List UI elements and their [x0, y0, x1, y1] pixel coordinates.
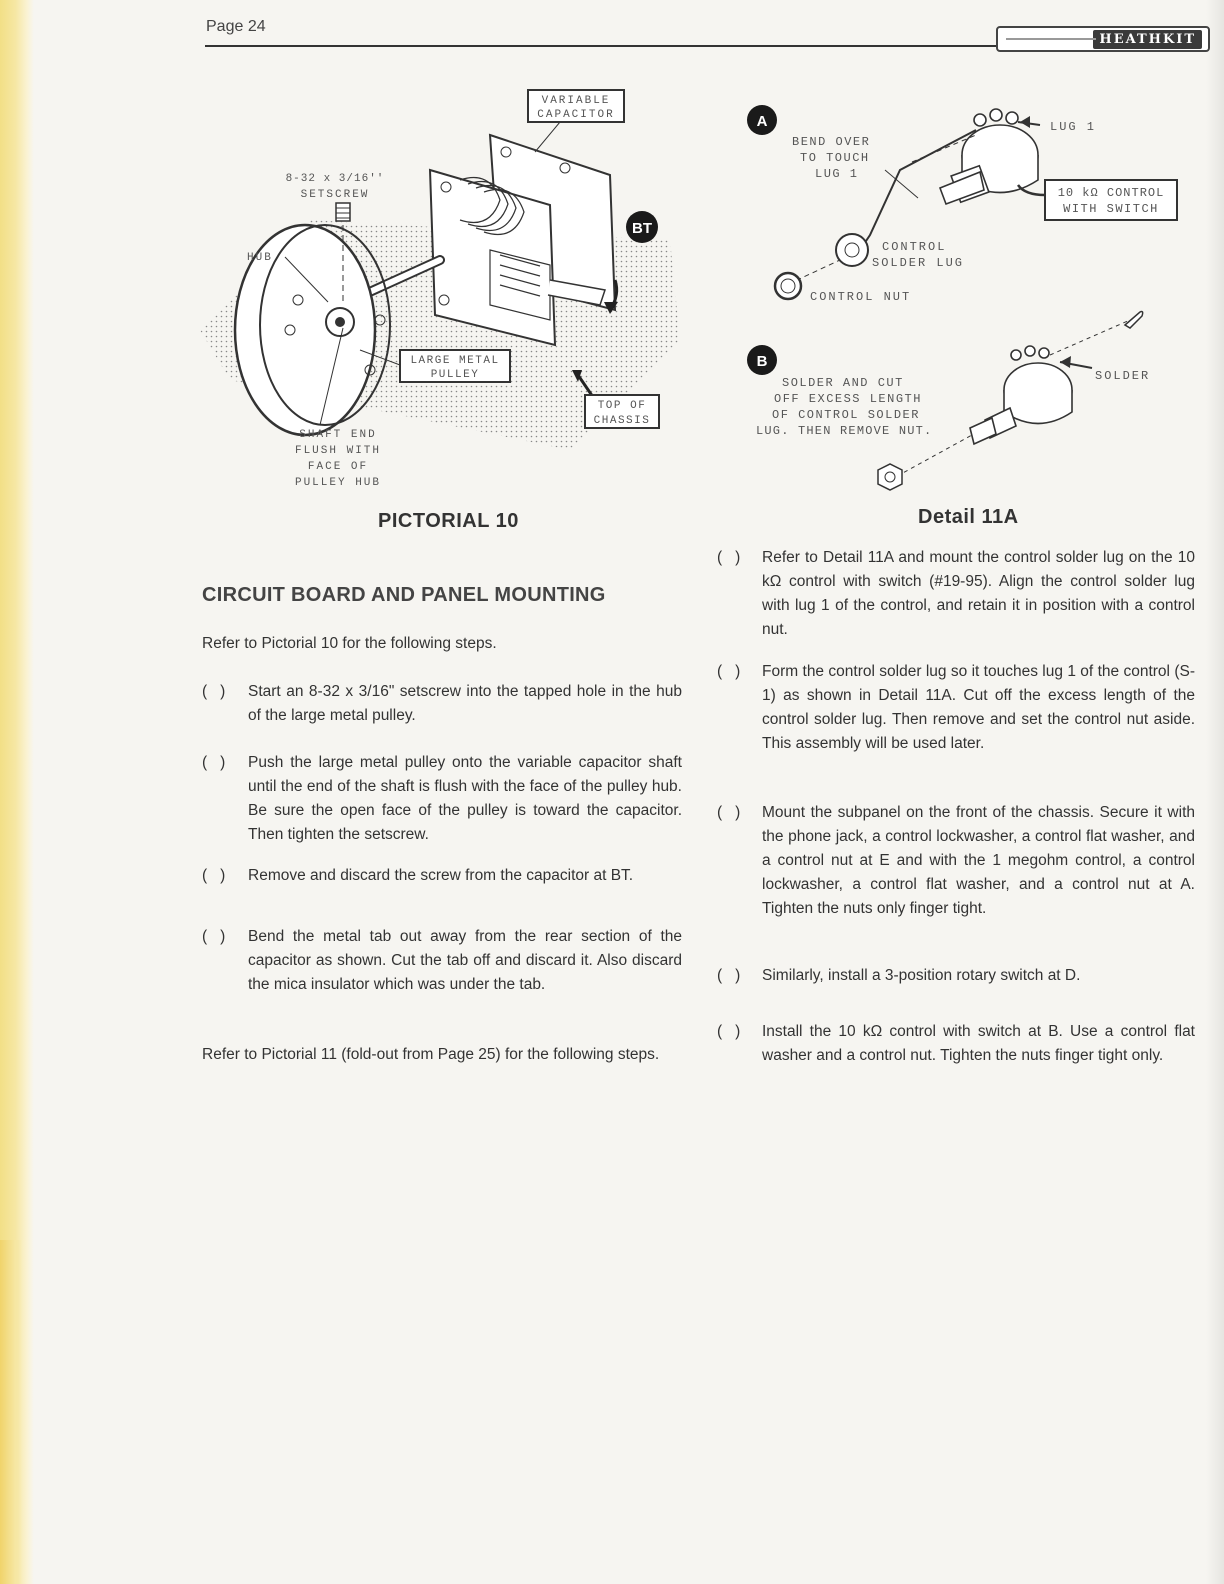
top-of-chassis-label-2: CHASSIS — [593, 415, 651, 427]
solder-cut-label-1: SOLDER AND CUT — [782, 376, 904, 390]
control-switch-label-1: 10 kΩ CONTROL — [1057, 186, 1165, 200]
step-text: Push the large metal pulley onto the variable capacitor shaft until the end of the shaft is flush with the face of the pulley hub. Be sure the open face of the pulley is toward the capacitor. Then tighten the setscrew. — [248, 754, 682, 843]
control-nut-b — [878, 464, 902, 490]
bt-marker-label: BT — [632, 220, 652, 237]
section-title: CIRCUIT BOARD AND PANEL MOUNTING — [202, 584, 606, 606]
step-checkbox[interactable]: ( ) — [717, 1023, 741, 1040]
outro-paragraph: Refer to Pictorial 11 (fold-out from Page 25) for the following steps. — [202, 1046, 660, 1063]
solder-label: SOLDER — [1095, 369, 1151, 383]
shaft-end-label-3: FACE OF — [307, 461, 369, 473]
step-checkbox[interactable]: ( ) — [202, 683, 226, 700]
step-text: Start an 8-32 x 3/16" setscrew into the tapped hole in the hub of the large metal pulley. — [248, 683, 682, 724]
bend-over-label-2: TO TOUCH — [800, 151, 870, 165]
step-item — [717, 1020, 1195, 1092]
step-item — [202, 751, 682, 847]
solder-cut-label-4: LUG. THEN REMOVE NUT. — [756, 424, 933, 438]
hub-label: HUB — [247, 252, 273, 264]
variable-capacitor-label-2: CAPACITOR — [537, 109, 615, 121]
step-checkbox[interactable]: ( ) — [717, 663, 741, 680]
variable-capacitor-label-1: VARIABLE — [541, 95, 611, 107]
step-item — [202, 680, 682, 730]
step-item — [202, 925, 682, 1021]
lug1-arrowhead — [1020, 116, 1030, 128]
step-text: Remove and discard the screw from the capacitor at BT. — [248, 867, 634, 884]
control-nut-a — [775, 273, 801, 299]
solder-cut-label-2: OFF EXCESS LENGTH — [774, 392, 922, 406]
step-text: Mount the subpanel on the front of the chassis. Secure it with the phone jack, a control lockwasher, a control flat washer, and a control nut at E and with the 1 megohm control, a control lockwasher, a control flat washer, and a control nut at A. Tighten the nuts only finger tight. — [762, 804, 1195, 917]
solder-arrowhead — [1060, 356, 1071, 368]
control-nut-label: CONTROL NUT — [810, 290, 912, 304]
header-rule — [205, 45, 999, 47]
bend-over-label-3: LUG 1 — [815, 167, 859, 181]
step-checkbox[interactable]: ( ) — [202, 928, 226, 945]
step-checkbox[interactable]: ( ) — [202, 754, 226, 771]
control-with-switch-b — [970, 346, 1072, 444]
top-of-chassis-label-1: TOP OF — [597, 400, 647, 412]
lug1-label: LUG 1 — [1050, 120, 1097, 134]
pictorial-10-caption: PICTORIAL 10 — [378, 510, 519, 532]
cut-lug-piece — [1125, 312, 1143, 329]
heathkit-logo — [996, 26, 1210, 52]
step-item — [717, 546, 1195, 642]
control-solder-lug-label-1: CONTROL — [882, 240, 947, 254]
solder-cut-label-3: OF CONTROL SOLDER — [772, 408, 920, 422]
step-checkbox[interactable]: ( ) — [202, 867, 226, 884]
step-checkbox[interactable]: ( ) — [717, 967, 741, 984]
shaft-end-label-2: FLUSH WITH — [294, 445, 382, 457]
step-text: Install the 10 kΩ control with switch at B. Use a control flat washer and a control nut. Tighten the nuts finger tight only. — [762, 1023, 1195, 1064]
large-metal-pulley-label-2: PULLEY — [430, 369, 480, 381]
detail-11a-caption: Detail 11A — [918, 506, 1019, 528]
page-number: Page 24 — [206, 18, 266, 35]
bend-over-label-1: BEND OVER — [792, 135, 871, 149]
setscrew-label-2: SETSCREW — [300, 189, 370, 201]
logo-stripe — [1006, 38, 1096, 40]
control-solder-lug-label-2: SOLDER LUG — [872, 256, 965, 270]
shaft-end — [335, 317, 345, 327]
shaft-end-label-4: PULLEY HUB — [294, 477, 382, 489]
step-item — [717, 660, 1195, 780]
detail-b-marker-label: B — [756, 353, 768, 370]
detail-a-marker-label: A — [756, 113, 768, 130]
step-text: Similarly, install a 3-position rotary switch at D. — [762, 967, 1081, 984]
detail-11a-illustration — [740, 100, 1190, 510]
setscrew-label-1: 8-32 x 3/16'' — [285, 173, 385, 185]
intro-paragraph: Refer to Pictorial 10 for the following steps. — [202, 635, 497, 652]
large-metal-pulley-label-1: LARGE METAL — [410, 355, 500, 367]
control-solder-lug-ring — [836, 234, 868, 266]
cut-lug-guide — [1050, 320, 1130, 355]
variable-capacitor-leader — [535, 122, 560, 152]
step-text: Bend the metal tab out away from the rear section of the capacitor as shown. Cut the tab off and discard it. Also discard the mica insulator which was under the tab. — [248, 928, 682, 993]
step-text: Refer to Detail 11A and mount the control solder lug on the 10 kΩ control with switch (#19-95). Align the control solder lug with lug 1 of the control, and retain it in position with a control nut. — [762, 549, 1195, 638]
pictorial-10-illustration — [190, 80, 690, 500]
step-item — [717, 964, 1195, 990]
page-right-shadow — [1206, 0, 1224, 1584]
step-text: Form the control solder lug so it touches lug 1 of the control (S-1) as shown in Detail 11A. Cut off the excess length of the control solder lug. Then remove and set the control nut aside. This assembly will be used later. — [762, 663, 1195, 752]
step-item — [717, 801, 1195, 945]
brand-name: HEATHKIT — [1093, 30, 1202, 49]
step-checkbox[interactable]: ( ) — [717, 804, 741, 821]
step-item — [202, 864, 682, 914]
shaft-end-label-1: SHAFT END — [299, 429, 377, 441]
step-checkbox[interactable]: ( ) — [717, 549, 741, 566]
page-spine-edge-lower — [0, 1240, 22, 1584]
control-switch-label-2: WITH SWITCH — [1063, 202, 1159, 216]
